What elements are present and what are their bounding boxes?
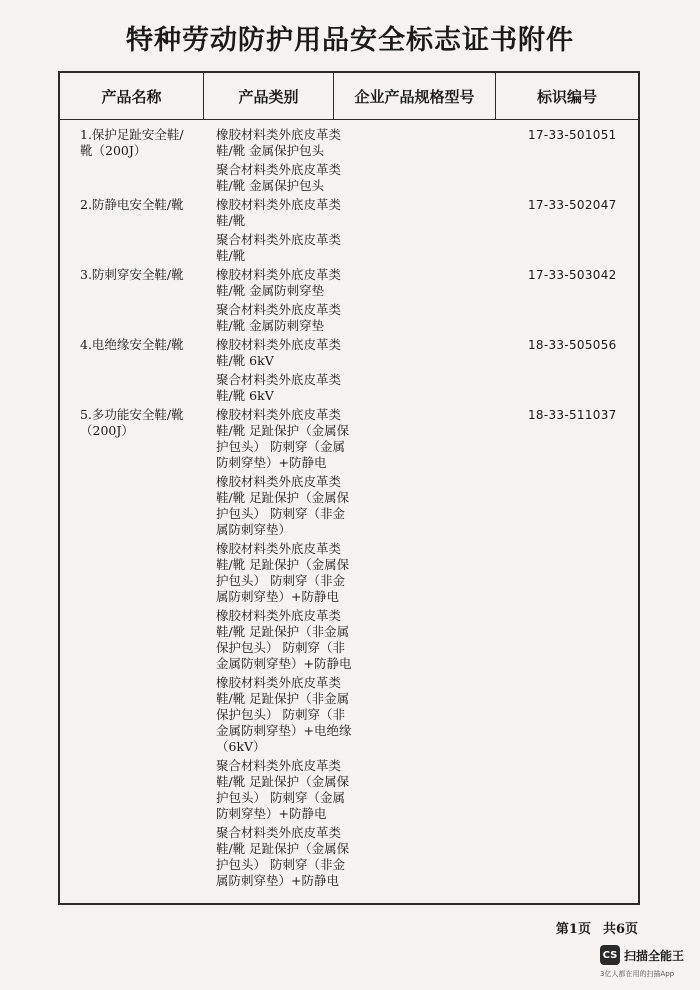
table-row	[60, 127, 638, 197]
product-category-cell	[210, 267, 382, 337]
category-variant: 聚合材料类外底皮革类 鞋/靴 金属防刺穿垫	[216, 302, 342, 333]
category-variant: 聚合材料类外底皮革类 鞋/靴 6kV	[216, 372, 342, 403]
mark-number-cell: 18-33-505056	[528, 338, 617, 352]
table-header	[60, 73, 638, 120]
table-row	[60, 197, 638, 267]
watermark-app-name: 扫描全能王	[624, 949, 685, 963]
product-name-cell: 2.防静电安全鞋/靴	[80, 197, 184, 212]
spec-model-cell	[382, 407, 528, 892]
mark-number-cell: 17-33-501051	[528, 128, 617, 142]
table-body	[60, 127, 638, 892]
category-variant: 橡胶材料类外底皮革类 鞋/靴 足趾保护（非金属 保护包头） 防刺穿（非 金属防刺穿垫）+防静电	[216, 608, 352, 671]
certificate-table	[58, 71, 640, 905]
spec-model-cell	[382, 267, 528, 337]
spec-model-cell	[382, 127, 528, 197]
product-category-cell	[210, 407, 382, 892]
watermark-tagline: 3亿人都在用的扫描App	[600, 970, 675, 978]
category-variant: 聚合材料类外底皮革类 鞋/靴 足趾保护（金属保 护包头） 防刺穿（金属 防刺穿垫）+防静电	[216, 758, 350, 821]
spec-model-cell	[382, 337, 528, 407]
category-variant: 橡胶材料类外底皮革类 鞋/靴 足趾保护（金属保 护包头） 防刺穿（金属 防刺穿垫）+防静电	[216, 407, 350, 470]
page-number: 第1页	[555, 922, 591, 937]
category-variant: 聚合材料类外底皮革类 鞋/靴	[216, 232, 342, 263]
document-title: 特种劳动防护用品安全标志证书附件	[126, 25, 574, 56]
table-row	[60, 337, 638, 407]
category-variant: 橡胶材料类外底皮革类 鞋/靴 6kV	[216, 337, 342, 368]
category-variant: 橡胶材料类外底皮革类 鞋/靴	[216, 197, 342, 228]
category-variant: 橡胶材料类外底皮革类 鞋/靴 足趾保护（非金属 保护包头） 防刺穿（非 金属防刺穿垫）+电绝缘 （6kV）	[216, 675, 352, 754]
spec-model-cell	[382, 197, 528, 267]
page-total: 共6页	[602, 922, 638, 937]
header-product-category: 产品类别	[204, 73, 334, 119]
product-name-cell: 3.防刺穿安全鞋/靴	[80, 267, 184, 282]
category-variant: 聚合材料类外底皮革类 鞋/靴 金属保护包头	[216, 162, 342, 193]
scanner-watermark	[600, 944, 686, 982]
category-variant: 聚合材料类外底皮革类 鞋/靴 足趾保护（金属保 护包头） 防刺穿（非金 属防刺穿垫）+防静电	[216, 825, 350, 888]
camscanner-logo-icon: CS	[600, 945, 620, 965]
category-variant: 橡胶材料类外底皮革类 鞋/靴 金属保护包头	[216, 127, 342, 158]
product-name-cell: 4.电绝缘安全鞋/靴	[80, 337, 184, 352]
header-product-name: 产品名称	[60, 73, 204, 119]
product-category-cell	[210, 337, 382, 407]
header-spec-model: 企业产品规格型号	[334, 73, 496, 119]
product-name-cell: 1.保护足趾安全鞋/ 靴（200J）	[80, 127, 184, 158]
page-footer	[556, 918, 638, 937]
mark-number-cell: 17-33-503042	[528, 268, 617, 282]
product-name-cell: 5.多功能安全鞋/靴 （200J）	[80, 407, 184, 438]
product-category-cell	[210, 127, 382, 197]
mark-number-cell: 18-33-511037	[528, 408, 617, 422]
category-variant: 橡胶材料类外底皮革类 鞋/靴 足趾保护（金属保 护包头） 防刺穿（非金 属防刺穿垫）	[216, 474, 350, 537]
table-row	[60, 407, 638, 892]
mark-number-cell: 17-33-502047	[528, 198, 617, 212]
category-variant: 橡胶材料类外底皮革类 鞋/靴 足趾保护（金属保 护包头） 防刺穿（非金 属防刺穿垫）+防静电	[216, 541, 350, 604]
header-mark-number: 标识编号	[536, 87, 597, 106]
product-category-cell	[210, 197, 382, 267]
category-variant: 橡胶材料类外底皮革类 鞋/靴 金属防刺穿垫	[216, 267, 342, 298]
table-row	[60, 267, 638, 337]
